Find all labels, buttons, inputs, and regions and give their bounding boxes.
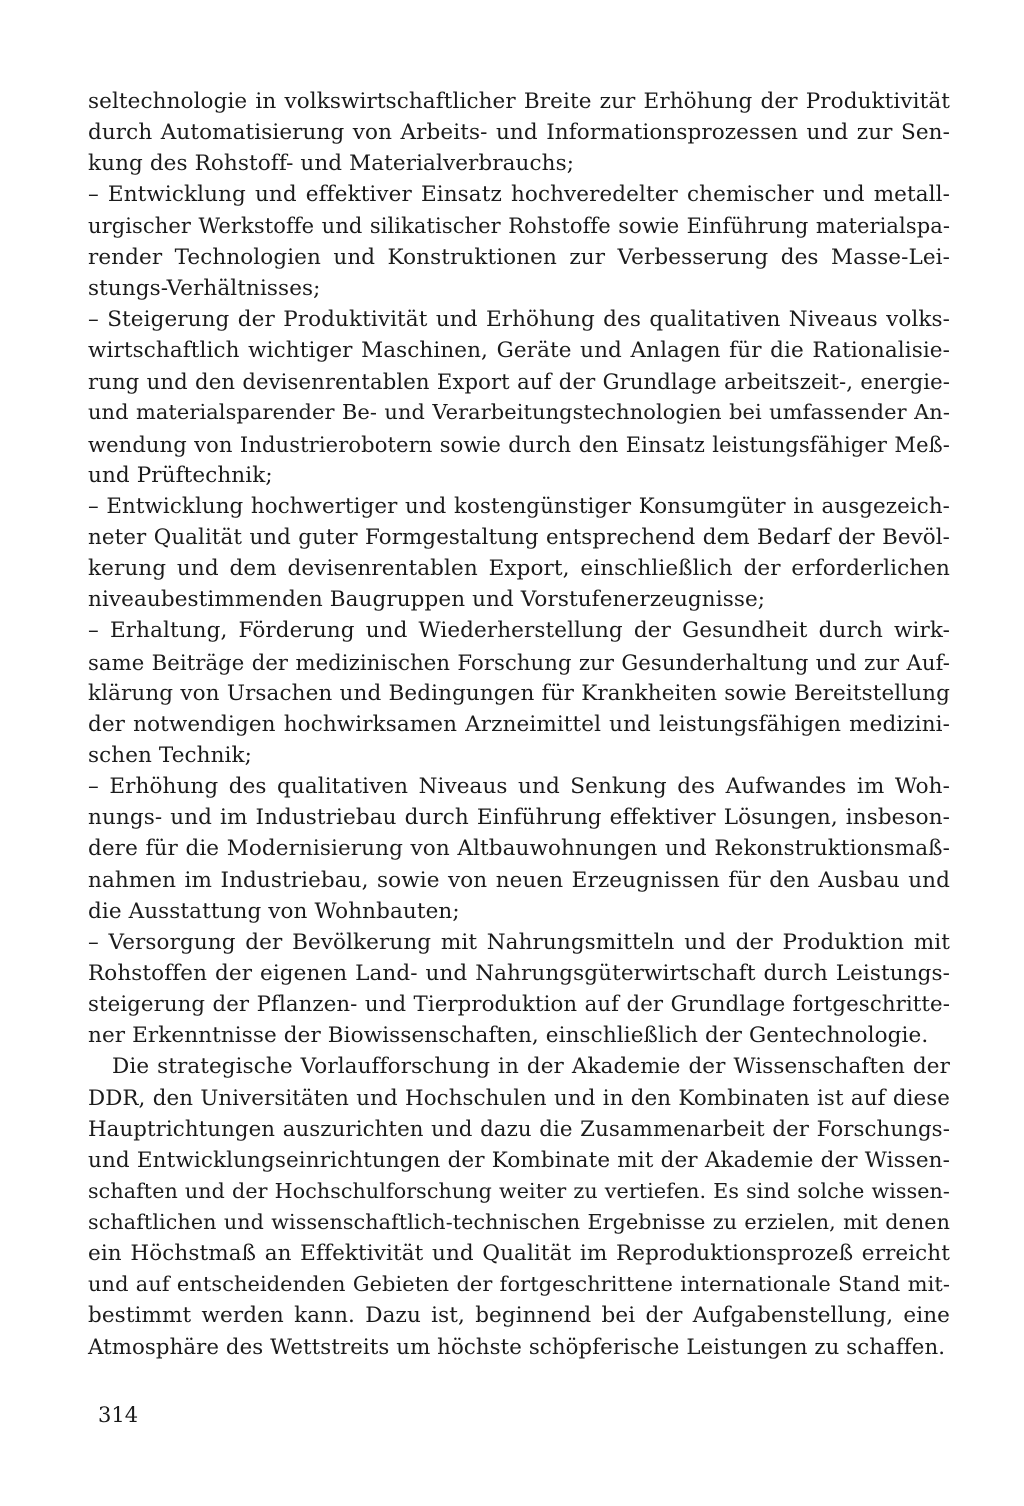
text-line: kerung und dem devisenrentablen Export, einschließlich der erforderlichen <box>88 556 950 582</box>
text-line: und Entwicklungseinrichtungen der Kombinate mit der Akademie der Wissen- <box>88 1147 950 1173</box>
text-line: urgischer Werkstoffe und silikatischer Rohstoffe sowie Einführung materialspa- <box>88 213 950 238</box>
text-line: – Versorgung der Bevölkerung mit Nahrungsmitteln und der Produktion mit <box>88 929 950 955</box>
text-line: nungs- und im Industriebau durch Einführung effektiver Lösungen, insbeson- <box>88 805 950 831</box>
text-line: Hauptrichtungen auszurichten und dazu die Zusammenarbeit der Forschungs- <box>88 1116 950 1142</box>
text-line: schaften und der Hochschulforschung weiter zu vertiefen. Es sind solche wissen- <box>88 1178 950 1203</box>
text-line: und auf entscheidenden Gebieten der fortgeschrittene internationale Stand mit- <box>88 1272 950 1297</box>
text-line: – Entwicklung hochwertiger und kostengünstiger Konsumgüter in ausgezeich- <box>88 493 950 519</box>
text-line: seltechnologie in volkswirtschaftlicher Breite zur Erhöhung der Produktivität <box>88 89 950 114</box>
text-line: und Prüftechnik; <box>88 462 273 488</box>
text-line: ner Erkenntnisse der Biowissenschaften, einschließlich der Gentechnologie. <box>88 1023 929 1049</box>
text-line: wirtschaftlich wichtiger Maschinen, Geräte und Anlagen für die Rationalisie- <box>88 338 950 364</box>
text-line: – Erhaltung, Förderung und Wiederherstellung der Gesundheit durch wirk- <box>88 618 950 644</box>
text-line: wendung von Industrierobotern sowie durch den Einsatz leistungsfähiger Meß- <box>88 431 950 457</box>
text-line: durch Automatisierung von Arbeits- und Informationsprozessen und zur Sen- <box>88 120 950 146</box>
text-line: stungs-Verhältnisses; <box>88 275 321 301</box>
document-body <box>88 86 950 1363</box>
text-line: der notwendigen hochwirksamen Arzneimittel und leistungsfähigen medizini- <box>88 711 950 737</box>
text-line: DDR, den Universitäten und Hochschulen und in den Kombinaten ist auf diese <box>88 1085 950 1111</box>
text-line: steigerung der Pflanzen- und Tierproduktion auf der Grundlage fortgeschritte- <box>88 992 950 1018</box>
text-line: und materialsparender Be- und Verarbeitungstechnologien bei umfassender An- <box>88 400 950 425</box>
text-line: niveaubestimmenden Baugruppen und Vorstufenerzeugnisse; <box>88 587 766 613</box>
text-line: schen Technik; <box>88 742 253 768</box>
page-number: 314 <box>98 1403 139 1427</box>
text-line: dere für die Modernisierung von Altbauwohnungen und Rekonstruktionsmaß- <box>88 836 950 862</box>
text-line: – Steigerung der Produktivität und Erhöhung des qualitativen Niveaus volks- <box>88 306 950 332</box>
text-line: Rohstoffen der eigenen Land- und Nahrungsgüterwirtschaft durch Leistungs- <box>88 960 950 986</box>
text-line: – Entwicklung und effektiver Einsatz hochveredelter chemischer und metall- <box>88 182 950 208</box>
text-line: render Technologien und Konstruktionen zur Verbesserung des Masse-Lei- <box>88 244 950 270</box>
text-line: ein Höchstmaß an Effektivität und Qualität im Reproduktionsprozeß erreicht <box>88 1241 950 1267</box>
text-line: schaftlichen und wissenschaftlich-technischen Ergebnisse zu erzielen, mit denen <box>88 1210 950 1235</box>
text-line: Die strategische Vorlaufforschung in der Akademie der Wissenschaften der <box>112 1054 950 1080</box>
text-line: die Ausstattung von Wohnbauten; <box>88 898 460 924</box>
text-line: kung des Rohstoff- und Materialverbrauchs; <box>88 151 575 177</box>
text-line: bestimmt werden kann. Dazu ist, beginnend bei der Aufgabenstellung, eine <box>88 1303 950 1329</box>
text-line: neter Qualität und guter Formgestaltung entsprechend dem Bedarf der Bevöl- <box>88 524 950 550</box>
text-line: – Erhöhung des qualitativen Niveaus und Senkung des Aufwandes im Woh- <box>88 774 950 800</box>
text-line: nahmen im Industriebau, sowie von neuen Erzeugnissen für den Ausbau und <box>88 867 950 893</box>
text-line: rung und den devisenrentablen Export auf der Grundlage arbeitszeit-, energie- <box>88 369 950 395</box>
text-line: klärung von Ursachen und Bedingungen für Krankheiten sowie Bereitstellung <box>88 680 950 706</box>
text-line: Atmosphäre des Wettstreits um höchste schöpferische Leistungen zu schaffen. <box>88 1334 946 1360</box>
text-line: same Beiträge der medizinischen Forschung zur Gesunderhaltung und zur Auf- <box>88 649 950 675</box>
